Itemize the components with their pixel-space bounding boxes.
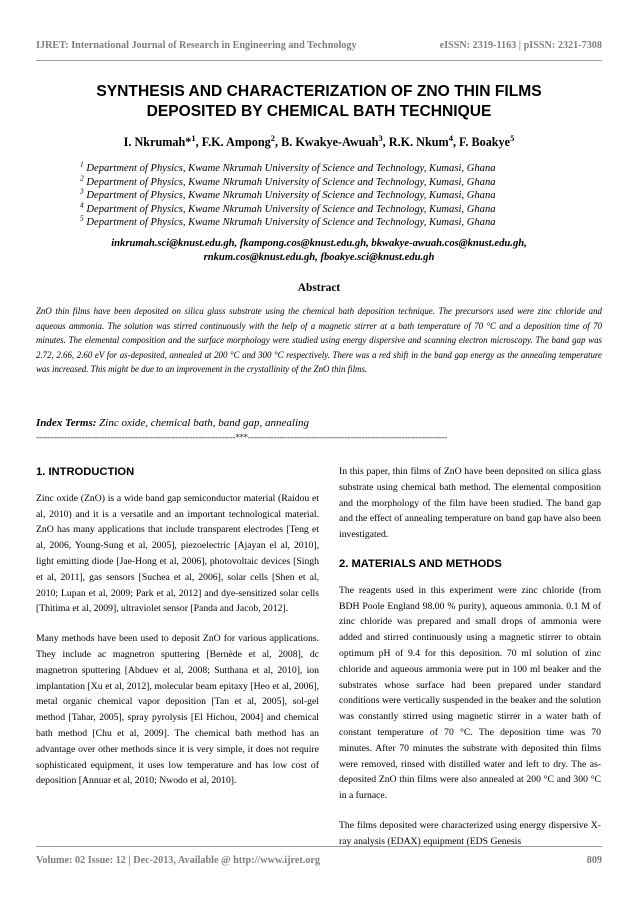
affiliations [80, 159, 560, 230]
issn: eISSN: 2319-1163 | pISSN: 2321-7308 [439, 40, 602, 51]
affiliation: $^5$ Department of Physics, Kwame Nkrumah University of Science and Technology, Kumasi, Ghana [80, 213, 496, 229]
running-header [36, 40, 602, 51]
right-column [339, 464, 601, 864]
abstract-heading: Abstract [297, 282, 341, 294]
affiliation: $^3$ Department of Physics, Kwame Nkrumah University of Science and Technology, Kumasi, Ghana [80, 186, 496, 202]
header-rule [36, 60, 602, 61]
running-footer [36, 855, 602, 866]
page-number: 809 [586, 855, 602, 866]
affiliation: $^1$ Department of Physics, Kwame Nkrumah University of Science and Technology, Kumasi, Ghana [80, 159, 496, 174]
affiliation: $^4$ Department of Physics, Kwame Nkrumah University of Science and Technology, Kumasi, Ghana [80, 200, 496, 215]
author: F.K. Ampong$^2$ [201, 132, 275, 149]
email-line-1: inkrumah.sci@knust.edu.gh, fkampong.cos@knust.edu.gh, bkwakye-awuah.cos@knust.edu.gh, [111, 238, 527, 249]
paragraph: Zinc oxide (ZnO) is a wide band gap semiconductor material (Raidou et al, 2010) and it is a versatile and an important technological material. ZnO has many applications that include transparent electrodes [Teng et al, 2006, Young-Sung et al, 2005], piezoelectric [Ajayan el al, 2010], light emitting diode [Jae-Hong et al, 2006], photovoltaic devices [Singh et al, 2011], gas sensors [Suchea et al, 2006], solar cells [Shen et al, 2010; Lupan et al, 2009; Park et al, 2012] and dye-sensitized solar cells [Thitima et al, 2009], ultraviolet sensor [Panda and Jacob, 2012]. [36, 492, 319, 615]
author-list: I. Nkrumah*$^1$, F.K. Ampong$^2$, B. Kwakye-Awuah$^3$, R.K. Nkum$^4$, F. Boakye$^5$ [123, 132, 515, 149]
section-separator: ----------------------------------------------------------------------***---------------------------------------------------------------------- [36, 433, 447, 443]
paper-title [36, 82, 602, 122]
index-terms [36, 417, 602, 429]
abstract-text: ZnO thin films have been deposited on silica glass substrate using the chemical bath deposition technique. The precursors used were zinc chloride and aqueous ammonia. The solution was stirred continuously with the help of a magnetic stirrer at a bath temperature of 70 °C and a deposition time of 70 minutes. The elemental composition and the surface morphology were studied using energy dispersive and scanning electron microscopy. The band gap was 2.72, 2.66, 2.60 eV for as-deposited, annealed at 200 °C and 300 °C respectively. There was a red shift in the band gap energy as the annealing temperature was increased. This might be due to an improvement in the crystallinity of the ZnO thin films. [36, 306, 602, 374]
index-terms-label: Index Terms: [36, 417, 97, 429]
title-line-2: DEPOSITED BY CHEMICAL BATH TECHNIQUE [146, 103, 492, 120]
paragraph: The reagents used in this experiment were zinc chloride (from BDH Poole England 98.00 % purity), aqueous ammonia. 0.1 M of zinc chloride was prepared and small drops of ammonia were added and stirred continuously using a magnetic stirrer to obtain optimum pH of 9.4 for this deposition. 70 ml solution of zinc chloride and aqueous ammonia were put in 100 ml beaker and the substrates whose surface had been prepared under standard conditions were vertically suspended in the beaker and the solution was constantly stirred using magnetic stirrer in a water bath of constant temperature of 70 °C. The deposition time was 70 minutes. After 70 minutes the substrate with deposited thin films were removed, rinsed with distilled water and left to dry. The as-deposited ZnO thin films were also annealed at 200 °C and 300 °C in a furnace. [339, 584, 601, 802]
author: I. Nkrumah*$^1$ [123, 132, 196, 149]
author: F. Boakye$^5$ [459, 132, 515, 149]
affiliation: $^2$ Department of Physics, Kwame Nkrumah University of Science and Technology, Kumasi, Ghana [80, 173, 496, 188]
section-heading-materials: 2. MATERIALS AND METHODS [339, 557, 502, 570]
title-line-1: SYNTHESIS AND CHARACTERIZATION OF ZNO THIN FILMS [96, 83, 542, 100]
section-heading-introduction: 1. INTRODUCTION [36, 466, 135, 478]
author: R.K. Nkum$^4$ [388, 132, 453, 149]
paragraph: Many methods have been used to deposit ZnO for various applications. They include ac magnetron sputtering [Bernède et al, 2008], dc magnetron sputtering [Abduev et al, 2008; Sutthana et al, 2010], ion implantation [Xu et al, 2012], molecular beam epitaxy [Heo et al, 2006], metal organic chemical vapor deposition [Tan et al, 2005], sol-gel method [Tahar, 2005], spray pyrolysis [El Hichou, 2004] and chemical bath method [Chu et al, 2009]. The chemical bath method has an advantage over other methods since it is very simple, it does not require sophisticated equipment, it uses low temperature and has low cost of deposition [Annuar et al, 2010; Nwodo et al, 2010]. [36, 633, 319, 787]
paragraph: The films deposited were characterized using energy dispersive X-ray analysis (EDAX) equipment (EDS Genesis [339, 819, 601, 847]
volume-info: Volume: 02 Issue: 12 | Dec-2013, Available @ http://www.ijret.org [36, 855, 321, 866]
journal-name: IJRET: International Journal of Research in Engineering and Technology [36, 40, 357, 51]
footer-rule [36, 846, 602, 847]
email-line-2: rnkum.cos@knust.edu.gh, fboakye.sci@knust.edu.gh [203, 252, 435, 263]
paragraph: In this paper, thin films of ZnO have been deposited on silica glass substrate using chemical bath method. The elemental composition and the morphology of the film have been studied. The band gap and the effect of annealing temperature on band gap have also been investigated. [339, 466, 601, 541]
author-emails [36, 237, 602, 265]
author: B. Kwakye-Awuah$^3$ [281, 132, 383, 149]
left-column [36, 465, 319, 803]
index-terms-text: Zinc oxide, chemical bath, band gap, annealing [99, 417, 310, 429]
